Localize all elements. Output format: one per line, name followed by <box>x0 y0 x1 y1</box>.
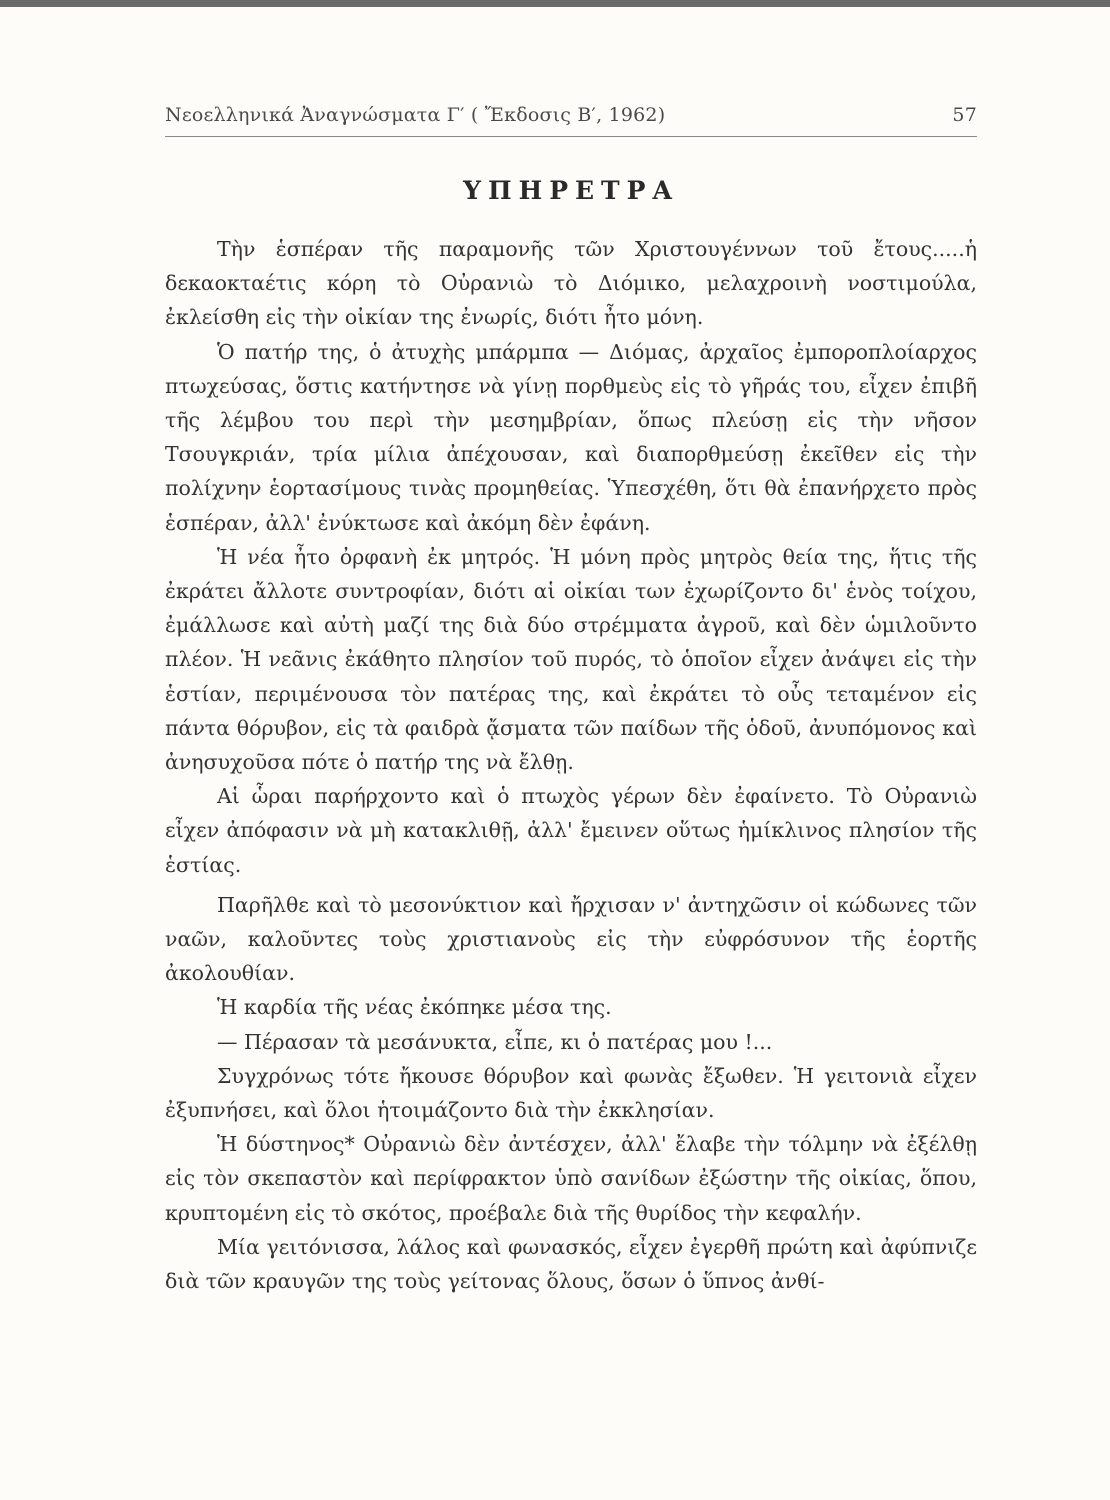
paragraph: Συγχρόνως τότε ἤκουσε θόρυβον καὶ φωνὰς ἔξωθεν. Ἡ γειτονιὰ εἶχεν ἐξυπνήσει, καὶ ὅλοι ἡτοιμάζοντο διὰ τὴν ἐκκλησίαν. <box>165 1063 977 1123</box>
paragraph: — Πέρασαν τὰ μεσάνυκτα, εἶπε, κι ὁ πατέρας μου !... <box>217 1029 773 1054</box>
paragraph: Τὴν ἑσπέραν τῆς παραμονῆς τῶν Χριστουγέννων τοῦ ἔτους.....ἡ δεκαοκταέτις κόρη τὸ Οὐρανιὼ τὸ Διόμικο, μελαχροινὴ νοστιμούλα, ἐκλείσθη εἰς τὴν οἰκίαν της ἐνωρίς, διότι ἦτο μόνη. <box>165 237 977 330</box>
paragraph: Αἱ ὧραι παρήρχοντο καὶ ὁ πτωχὸς γέρων δὲν ἐφαίνετο. Τὸ Οὐρανιὼ εἶχεν ἀπόφασιν νὰ μὴ κατακλιθῇ, ἀλλ' ἔμεινεν οὕτως ἡμίκλινος πλησίον τῆς ἑστίας. <box>165 784 977 877</box>
page-number: 57 <box>952 104 977 126</box>
body-text <box>165 232 977 1298</box>
paragraph: Ἡ καρδία τῆς νέας ἐκόπηκε μέσα της. <box>217 995 612 1020</box>
book-info: Νεοελληνικά Ἀναγνώσματα Γ′ ( Ἔκδοσις Β′, 1962) <box>165 104 666 126</box>
paragraph: Μία γειτόνισσα, λάλος καὶ φωνασκός, εἶχεν ἐγερθῆ πρώτη καὶ ἀφύπνιζε διὰ τῶν κραυγῶν της τοὺς γείτονας ὅλους, ὅσων ὁ ὕπνος ἀνθί- <box>165 1234 977 1294</box>
running-head <box>165 104 977 132</box>
scan-top-edge <box>0 0 1110 7</box>
paragraph: Ἡ νέα ἦτο ὀρφανὴ ἐκ μητρός. Ἡ μόνη πρὸς μητρὸς θεία της, ἥτις τῆς ἐκράτει ἄλλοτε συντροφίαν, διότι αἱ οἰκίαι των ἐχωρίζοντο δι' ἑνὸς τοίχου, ἐμάλλωσε καὶ αὐτὴ μαζί της διὰ δύο στρέμματα ἀγροῦ, καὶ δὲν ὡμιλοῦντο πλέον. Ἡ νεᾶνις ἐκάθητο πλησίον τοῦ πυρός, τὸ ὁποῖον εἶχεν ἀνάψει εἰς τὴν ἑστίαν, περιμένουσα τὸν πατέρας της, καὶ ἐκράτει τὸ οὖς τεταμένον εἰς πάντα θόρυβον, εἰς τὰ φαιδρὰ ᾄσματα τῶν παίδων τῆς ὁδοῦ, ἀνυπόμονος καὶ ἀνησυχοῦσα πότε ὁ πατήρ της νὰ ἔλθῃ. <box>165 544 977 775</box>
chapter-title: ΥΠΗΡΕΤΡΑ <box>463 176 679 205</box>
header-rule <box>165 136 977 137</box>
paragraph: Ὁ πατήρ της, ὁ ἀτυχὴς μπάρμπα — Διόμας, ἀρχαῖος ἐμποροπλοίαρχος πτωχεύσας, ὅστις κατήντησε νὰ γίνῃ πορθμεὺς εἰς τὸ γῆράς του, εἶχεν ἐπιβῆ τῆς λέμβου του περὶ τὴν μεσημβρίαν, ὅπως πλεύσῃ εἰς τὴν νῆσον Τσουγκριάν, τρία μίλια ἀπέχουσαν, καὶ διαπορθμεύσῃ ἐκεῖθεν εἰς τὴν πολίχνην ἑορτασίμους τινὰς προμηθείας. Ὑπεσχέθη, ὅτι θὰ ἐπανήρχετο πρὸς ἑσπέραν, ἀλλ' ἐνύκτωσε καὶ ἀκόμη δὲν ἐφάνη. <box>165 339 977 535</box>
paragraph: Ἡ δύστηνος* Οὐρανιὼ δὲν ἀντέσχεν, ἀλλ' ἔλαβε τὴν τόλμην νὰ ἐξέλθῃ εἰς τὸν σκεπαστὸν καὶ περίφρακτον ὑπὸ σανίδων ἐξώστην τῆς οἰκίας, ὅπου, κρυπτομένη εἰς τὸ σκότος, προέβαλε διὰ τῆς θυρίδος τὴν κεφαλήν. <box>165 1132 977 1225</box>
paragraph: Παρῆλθε καὶ τὸ μεσονύκτιον καὶ ἤρχισαν ν' ἀντηχῶσιν οἱ κώδωνες τῶν ναῶν, καλοῦντες τοὺς χριστιανοὺς εἰς τὴν εὐφρόσυνον τῆς ἑορτῆς ἀκολουθίαν. <box>165 892 977 986</box>
